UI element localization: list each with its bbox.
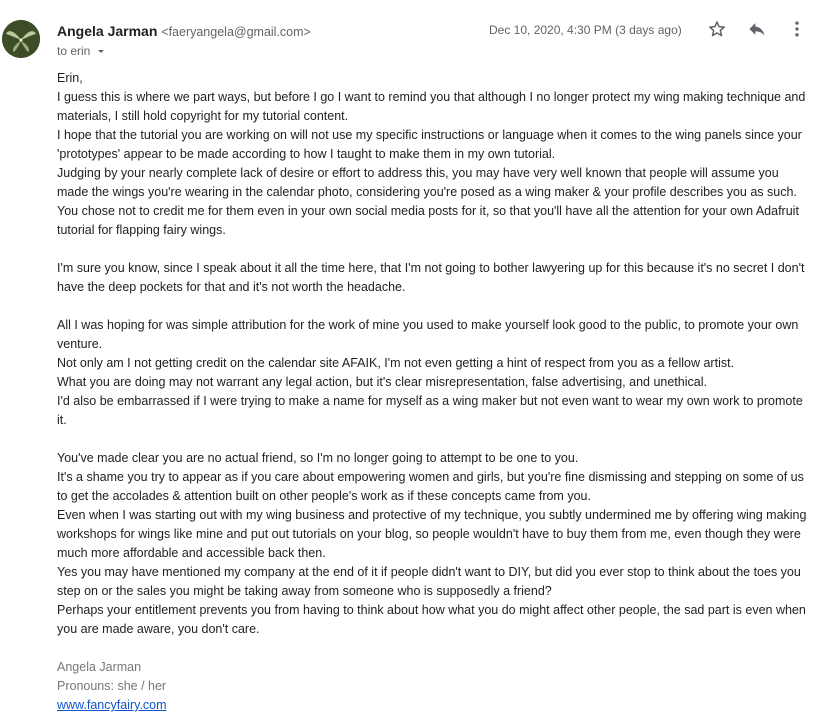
chevron-down-icon[interactable]	[95, 45, 107, 57]
signature	[57, 658, 809, 715]
body-line: What you are doing may not warrant any legal action, but it's clear misrepresentation, false advertising, and unethical.	[57, 375, 707, 389]
sender-email[interactable]: <faeryangela@gmail.com>	[161, 25, 311, 39]
paragraph-gap	[57, 430, 809, 449]
body-line: I hope that the tutorial you are working on will not use my specific instructions or language when it comes to the wing panels since your 'prototypes' appear to be made according to how I taught to make them in my own tutorial.	[57, 128, 802, 161]
paragraph-gap	[57, 297, 809, 316]
reply-icon	[747, 19, 767, 44]
recipient-line[interactable]	[57, 44, 814, 58]
paragraph-gap	[57, 240, 809, 259]
body-line: Not only am I not getting credit on the calendar site AFAIK, I'm not even getting a hint of respect from you as a fellow artist.	[57, 356, 735, 370]
body-line: I guess this is where we part ways, but before I go I want to remind you that although I no longer protect my wing making technique and materials, I still hold copyright for my tutorial content.	[57, 90, 806, 123]
message-body	[57, 69, 809, 715]
sender-name[interactable]: Angela Jarman	[57, 23, 158, 39]
message-date: Dec 10, 2020, 4:30 PM (3 days ago)	[489, 23, 682, 37]
message-header	[57, 22, 814, 62]
more-button[interactable]	[785, 19, 809, 43]
body-line: I'd also be embarrassed if I were trying to make a name for myself as a wing maker but not even want to wear my own work to promote it.	[57, 394, 803, 427]
avatar[interactable]	[2, 20, 40, 58]
body-line: Yes you may have mentioned my company at the end of it if people didn't want to DIY, but did you ever stop to think about the toes you step on or the sales you might be taking away from someone who is supposedly a friend?	[57, 565, 801, 598]
signature-name: Angela Jarman	[57, 660, 142, 674]
recipient-label: to erin	[57, 44, 91, 58]
body-line: Even when I was starting out with my wing business and protective of my technique, you subtly undermined me by offering wing making workshops for wings like mine and put out tutorials on your blog, so people wouldn't have to buy them from me, even though they were much more affordable and accessible back then.	[57, 508, 807, 560]
body-line: Judging by your nearly complete lack of desire or effort to address this, you may have very well known that people will assume you made the wings you're wearing in the calendar photo, considering you're posed as a wing maker & your profile describes you as such. You chose not to credit me for them even in your own social media posts for it, so that you'll have all the attention for your own Adafruit tutorial for flapping fairy wings.	[57, 166, 799, 237]
sender-line	[57, 22, 814, 41]
signature-pronouns: Pronouns: she / her	[57, 679, 167, 693]
reply-button[interactable]	[745, 19, 769, 43]
body-line: You've made clear you are no actual friend, so I'm no longer going to attempt to be one to you.	[57, 451, 579, 465]
body-line: All I was hoping for was simple attribution for the work of mine you used to make yourself look good to the public, to promote your own venture.	[57, 318, 799, 351]
star-icon	[707, 19, 727, 44]
more-vert-icon	[787, 19, 807, 44]
body-line: It's a shame you try to appear as if you care about empowering women and girls, but you're fine dismissing and stepping on some of us to get the accolades & attention built on other people's work as if these concepts came from you.	[57, 470, 804, 503]
star-button[interactable]	[705, 19, 729, 43]
body-line: Perhaps your entitlement prevents you from having to think about how what you do might affect other people, the sad part is even when you are made aware, you don't care.	[57, 603, 806, 636]
signature-website-link[interactable]: www.fancyfairy.com	[57, 698, 167, 712]
body-line: I'm sure you know, since I speak about it all the time here, that I'm not going to bother lawyering up for this because it's no secret I don't have the deep pockets for that and it's not worth the headache.	[57, 261, 805, 294]
greeting: Erin,	[57, 71, 83, 85]
